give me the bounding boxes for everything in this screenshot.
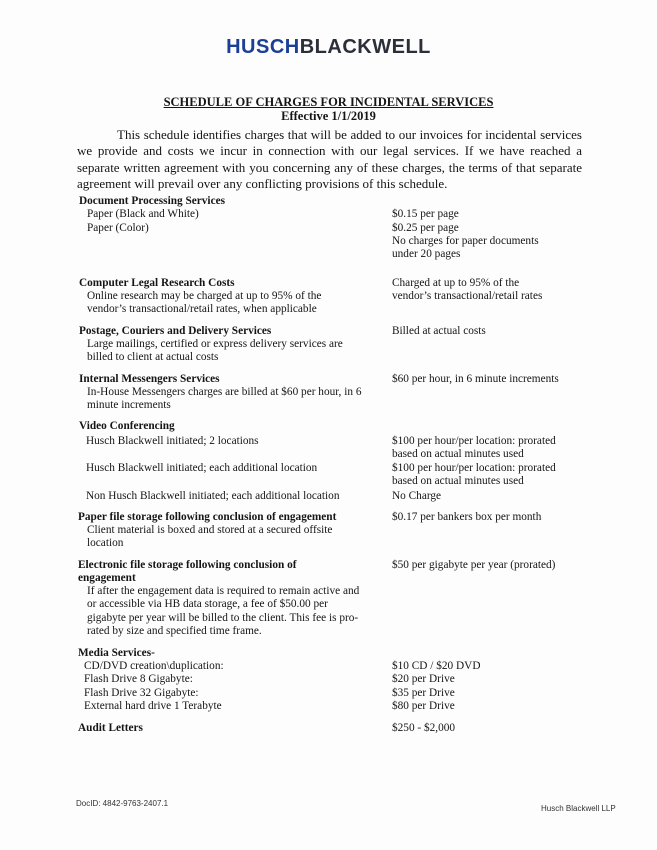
electronic-storage-charge: $50 per gigabyte per year (prorated) <box>392 559 556 571</box>
intro-paragraph: This schedule identifies charges that will be added to our invoices for incidental services we provide and costs we incur in connection with our legal services. If we have reached a separate written agreement with you concerning any of these charges, the terms of that separate agreement will prevail over any conflicting provisions of this schedule. <box>77 127 582 191</box>
logo-part-2: BLACKWELL <box>299 36 431 58</box>
video-item-3: Non Husch Blackwell initiated; each additional location <box>86 490 340 502</box>
doc-processing-charge-1: $0.15 per page <box>392 208 459 220</box>
effective-date: Effective 1/1/2019 <box>281 109 376 123</box>
paper-storage-description: Client material is boxed and stored at a secured offsite location <box>87 524 333 550</box>
messengers-charge: $60 per hour, in 6 minute increments <box>392 373 559 385</box>
postage-description: Large mailings, certified or express delivery services are billed to client at actual costs <box>87 338 343 364</box>
electronic-storage-description: If after the engagement data is required to remain active and or accessible via HB data storage, a fee of $50.00 per gigabyte per year will be billed to the client. This fee is pro-rated by size and specified time frame. <box>87 585 360 638</box>
paper-storage-charge: $0.17 per bankers box per month <box>392 511 542 523</box>
doc-processing-charge-2: $0.25 per page <box>392 222 459 234</box>
research-description: Online research may be charged at up to 95% of the vendor’s transactional/retail rates, when applicable <box>87 290 322 316</box>
paper-storage-heading: Paper file storage following conclusion of engagement <box>78 511 337 523</box>
video-charge-3: No Charge <box>392 490 442 502</box>
doc-processing-item-2: Paper (Color) <box>87 222 149 234</box>
media-charge-4: $80 per Drive <box>392 700 455 712</box>
video-heading: Video Conferencing <box>79 420 175 432</box>
doc-id: DocID: 4842-9763-2407.1 <box>76 799 169 808</box>
postage-heading: Postage, Couriers and Delivery Services <box>79 325 272 337</box>
media-charge-1: $10 CD / $20 DVD <box>392 660 481 672</box>
postage-charge: Billed at actual costs <box>392 325 486 337</box>
video-item-1: Husch Blackwell initiated; 2 locations <box>86 435 259 447</box>
research-heading: Computer Legal Research Costs <box>79 277 235 289</box>
messengers-description: In-House Messengers charges are billed at $60 per hour, in 6 minute increments <box>87 386 362 412</box>
media-item-2: Flash Drive 8 Gigabyte: <box>84 673 193 685</box>
media-item-3: Flash Drive 32 Gigabyte: <box>84 687 199 699</box>
doc-processing-charge-3: No charges for paper documents under 20 pages <box>392 235 539 261</box>
video-item-2: Husch Blackwell initiated; each additional location <box>86 462 318 474</box>
video-charge-2: $100 per hour/per location: prorated based on actual minutes used <box>392 462 556 488</box>
doc-processing-heading: Document Processing Services <box>79 195 225 207</box>
audit-charge: $250 - $2,000 <box>392 722 456 734</box>
research-charge: Charged at up to 95% of the vendor’s transactional/retail rates <box>392 277 543 303</box>
doc-processing-item-1: Paper (Black and White) <box>87 208 199 220</box>
firm-logo <box>0 36 657 59</box>
footer-firm-name: Husch Blackwell LLP <box>541 804 616 813</box>
messengers-heading: Internal Messengers Services <box>79 373 220 385</box>
page-title: SCHEDULE OF CHARGES FOR INCIDENTAL SERVICES <box>163 95 494 109</box>
media-charge-2: $20 per Drive <box>392 673 455 685</box>
media-item-4: External hard drive 1 Terabyte <box>84 700 222 712</box>
logo-part-1: HUSCH <box>226 36 300 58</box>
audit-heading: Audit Letters <box>78 722 143 734</box>
media-charge-3: $35 per Drive <box>392 687 455 699</box>
electronic-storage-heading: Electronic file storage following conclusion of engagement <box>78 559 297 585</box>
media-heading: Media Services- <box>78 647 155 659</box>
video-charge-1: $100 per hour/per location: prorated based on actual minutes used <box>392 435 556 461</box>
media-item-1: CD/DVD creation\duplication: <box>84 660 224 672</box>
